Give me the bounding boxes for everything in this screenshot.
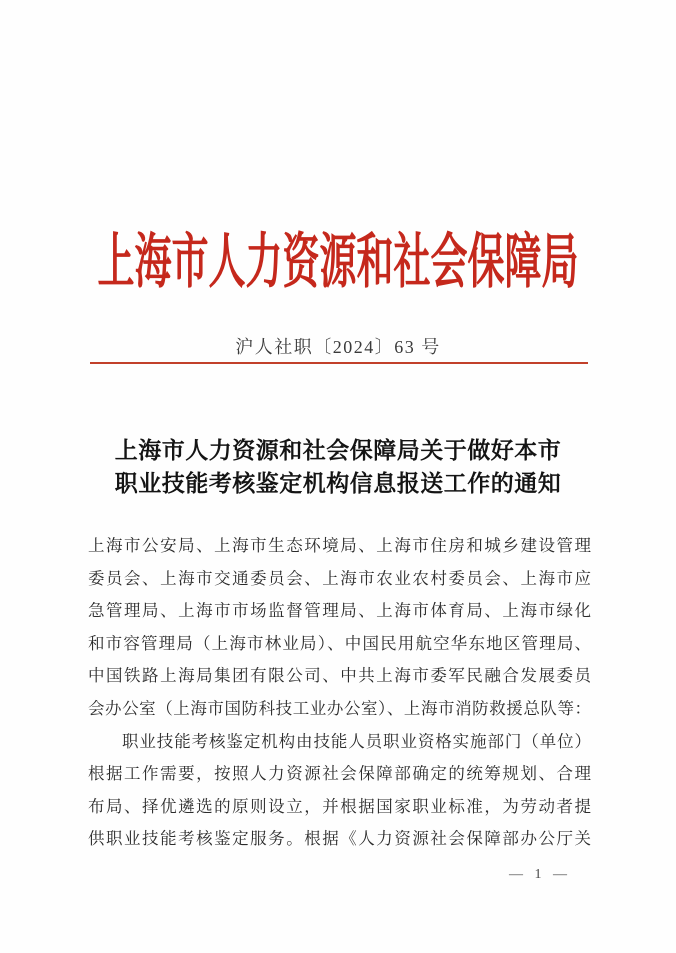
body-line: 布局、择优遴选的原则设立，并根据国家职业标准，为劳动者提 [88, 796, 591, 816]
body-line: 根据工作需要，按照人力资源社会保障部确定的统筹规划、合理 [88, 764, 591, 784]
body-line: 会办公室（上海市国防科技工业办公室）、上海市消防救援总队等： [88, 698, 591, 718]
document-title-line1: 上海市人力资源和社会保障局关于做好本市 [114, 438, 562, 463]
body-line: 供职业技能考核鉴定服务。根据《人力资源社会保障部办公厅关 [88, 829, 591, 849]
page-number: — 1 — [509, 867, 571, 882]
letterhead [0, 223, 676, 297]
red-divider-line [90, 362, 588, 364]
letterhead-title: 上海市人力资源和社会保障局 [97, 230, 579, 297]
document-body [88, 530, 591, 856]
document-title-line2: 职业技能考核鉴定机构信息报送工作的通知 [114, 471, 562, 496]
body-line: 中国铁路上海局集团有限公司、中共上海市委军民融合发展委员 [88, 666, 591, 686]
body-line: 委员会、上海市交通委员会、上海市农业农村委员会、上海市应 [88, 568, 591, 588]
body-line: 上海市公安局、上海市生态环境局、上海市住房和城乡建设管理 [88, 536, 591, 555]
document-title [0, 434, 676, 500]
document-number: 沪人社职〔2024〕63 号 [235, 337, 441, 357]
body-line: 和市容管理局（上海市林业局）、中国民用航空华东地区管理局、 [88, 633, 591, 653]
body-line: 急管理局、上海市市场监督管理局、上海市体育局、上海市绿化 [88, 601, 591, 621]
body-line: 职业技能考核鉴定机构由技能人员职业资格实施部门（单位） [122, 731, 591, 751]
